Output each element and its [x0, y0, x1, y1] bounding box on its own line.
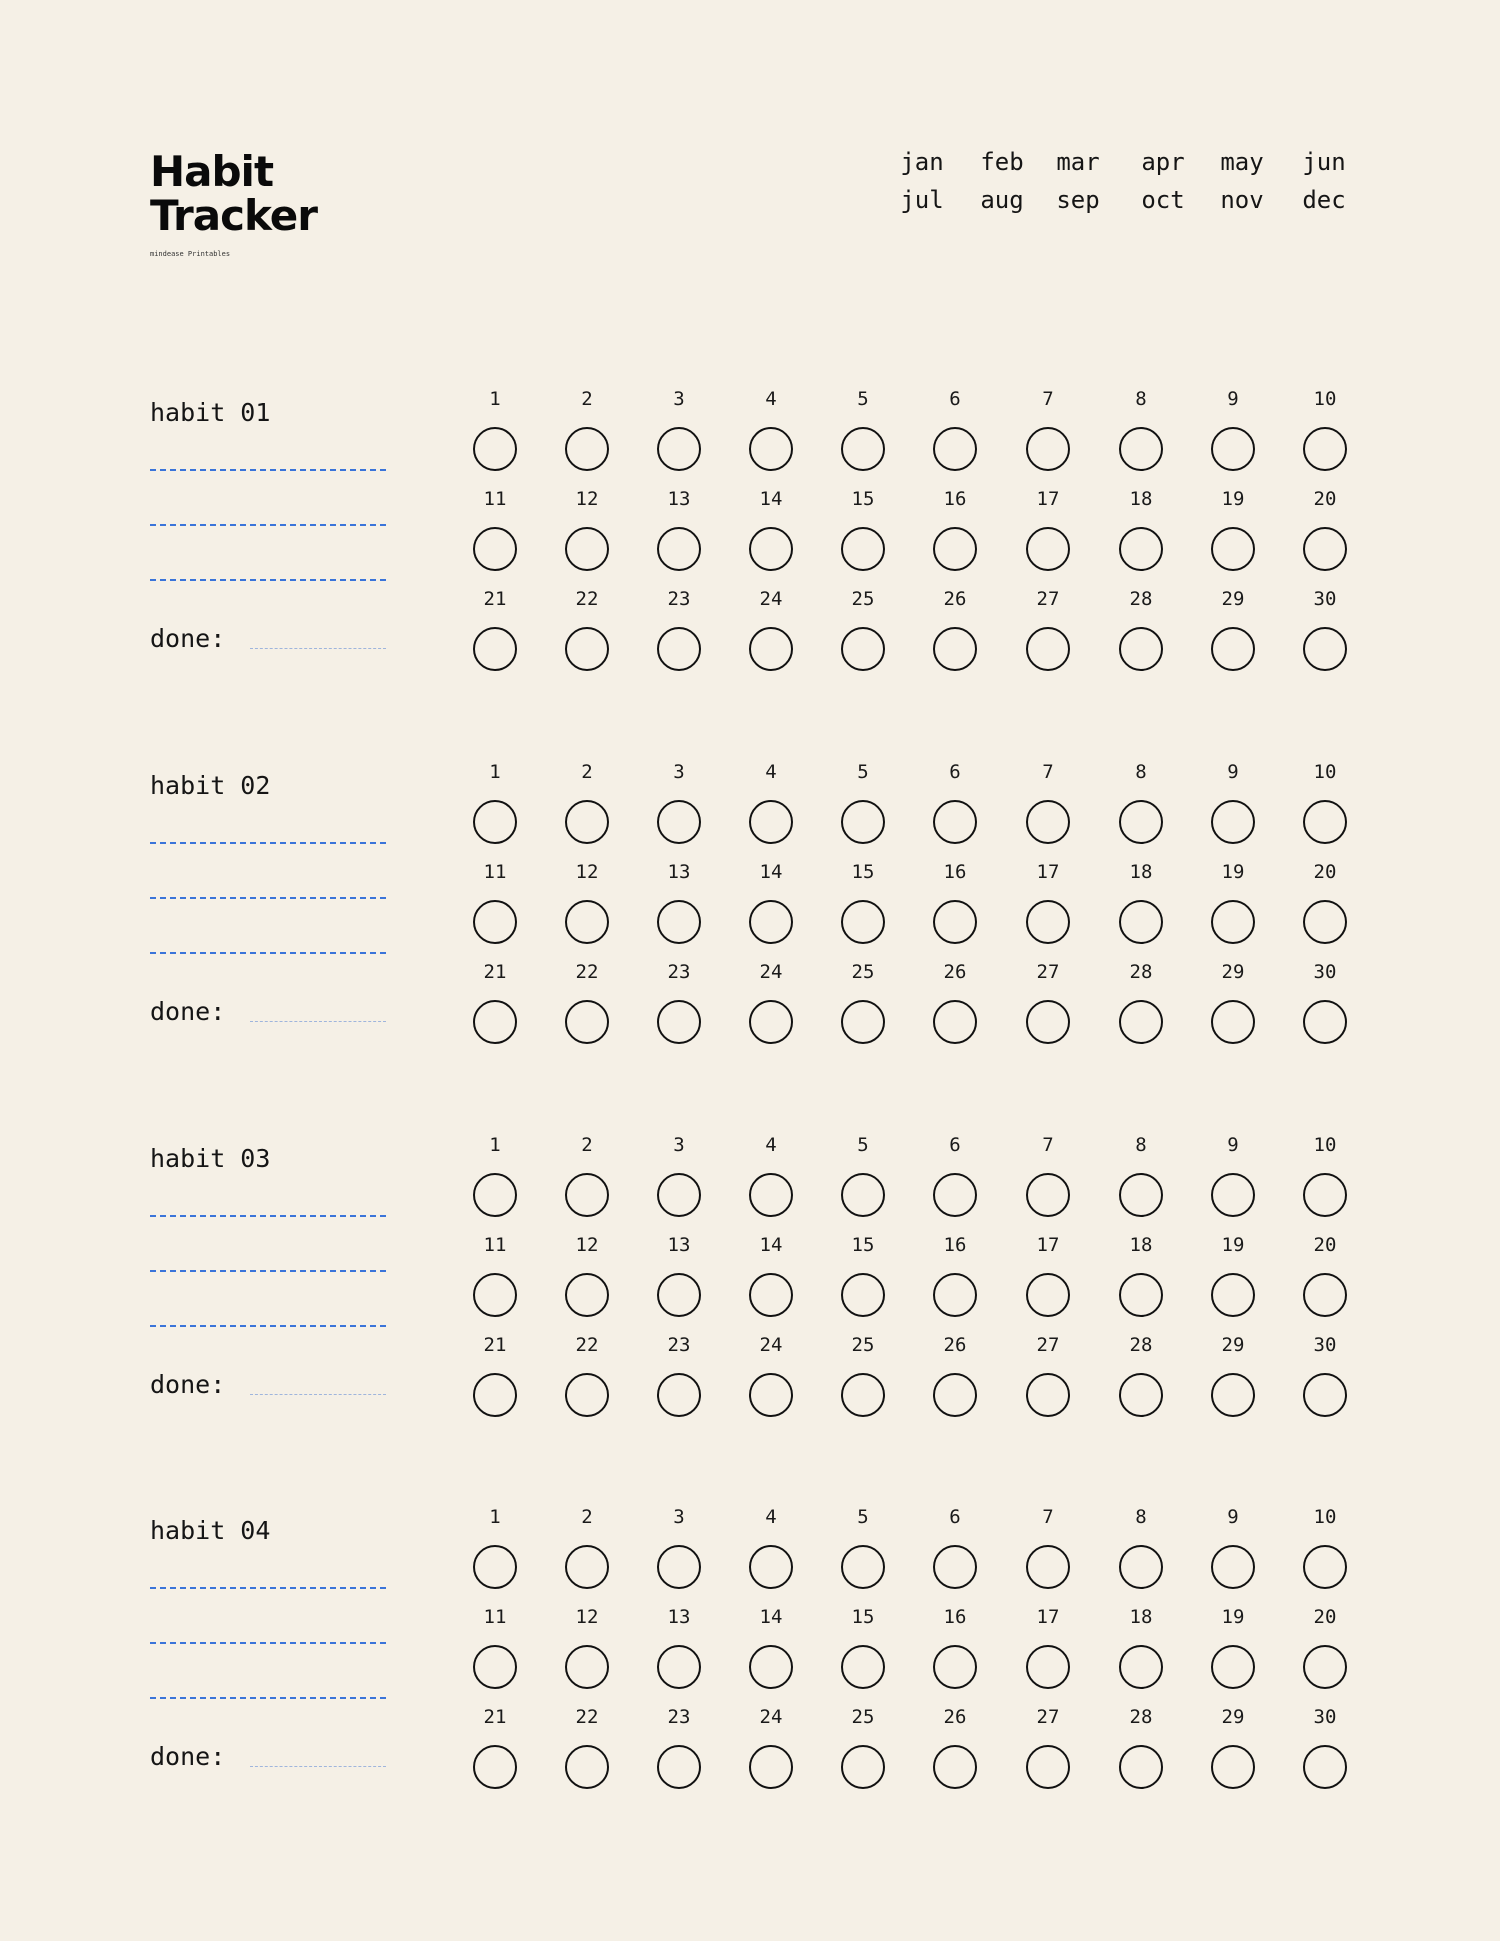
done-count-line[interactable] — [250, 648, 386, 649]
day-number: 6 — [949, 388, 961, 410]
day-number: 10 — [1313, 761, 1337, 783]
day-checkbox[interactable] — [1026, 900, 1070, 944]
day-checkbox[interactable] — [1211, 1000, 1255, 1044]
day-checkbox[interactable] — [565, 1545, 609, 1589]
day-checkbox[interactable] — [933, 1373, 977, 1417]
day-checkbox[interactable] — [1119, 527, 1163, 571]
day-number: 21 — [483, 1334, 507, 1356]
day-number: 16 — [943, 861, 967, 883]
day-number: 2 — [581, 761, 593, 783]
day-checkbox[interactable] — [1119, 427, 1163, 471]
month-option-sep[interactable]: sep — [1056, 186, 1100, 214]
day-number: 3 — [673, 388, 685, 410]
day-checkbox[interactable] — [565, 1273, 609, 1317]
day-number: 3 — [673, 761, 685, 783]
day-checkbox[interactable] — [1119, 900, 1163, 944]
day-checkbox[interactable] — [657, 1273, 701, 1317]
day-number: 19 — [1221, 1606, 1245, 1628]
day-number: 28 — [1129, 588, 1153, 610]
day-number: 17 — [1036, 488, 1060, 510]
day-number: 27 — [1036, 1334, 1060, 1356]
day-number: 11 — [483, 488, 507, 510]
day-number: 24 — [759, 961, 783, 983]
day-number: 12 — [575, 861, 599, 883]
habit-note-line[interactable] — [150, 524, 386, 526]
day-checkbox[interactable] — [841, 627, 885, 671]
day-checkbox[interactable] — [565, 627, 609, 671]
day-checkbox[interactable] — [1211, 1645, 1255, 1689]
day-number: 16 — [943, 1234, 967, 1256]
day-checkbox[interactable] — [1026, 1645, 1070, 1689]
day-checkbox[interactable] — [473, 900, 517, 944]
day-checkbox[interactable] — [841, 1545, 885, 1589]
day-checkbox[interactable] — [1211, 1273, 1255, 1317]
day-number: 16 — [943, 1606, 967, 1628]
day-checkbox[interactable] — [749, 900, 793, 944]
day-checkbox[interactable] — [749, 1273, 793, 1317]
day-number: 5 — [857, 1506, 869, 1528]
day-number: 6 — [949, 1134, 961, 1156]
day-number: 15 — [851, 1606, 875, 1628]
day-number: 27 — [1036, 961, 1060, 983]
day-number: 2 — [581, 388, 593, 410]
day-checkbox[interactable] — [565, 800, 609, 844]
day-checkbox[interactable] — [1303, 1373, 1347, 1417]
done-label: done: — [150, 1370, 226, 1399]
day-number: 9 — [1227, 1506, 1239, 1528]
month-option-apr[interactable]: apr — [1141, 148, 1185, 176]
day-checkbox[interactable] — [749, 1000, 793, 1044]
month-option-nov[interactable]: nov — [1220, 186, 1264, 214]
day-number: 20 — [1313, 488, 1337, 510]
day-checkbox[interactable] — [473, 527, 517, 571]
day-number: 30 — [1313, 1706, 1337, 1728]
day-number: 5 — [857, 761, 869, 783]
day-checkbox[interactable] — [1026, 1173, 1070, 1217]
day-checkbox[interactable] — [1119, 800, 1163, 844]
day-number: 10 — [1313, 388, 1337, 410]
day-number: 7 — [1042, 1134, 1054, 1156]
day-number: 25 — [851, 1334, 875, 1356]
day-number: 19 — [1221, 861, 1245, 883]
day-checkbox[interactable] — [1211, 1373, 1255, 1417]
day-number: 9 — [1227, 1134, 1239, 1156]
day-checkbox[interactable] — [1119, 1745, 1163, 1789]
day-number: 7 — [1042, 388, 1054, 410]
day-checkbox[interactable] — [749, 1645, 793, 1689]
day-number: 24 — [759, 588, 783, 610]
habit-name: habit 01 — [150, 398, 271, 427]
day-checkbox[interactable] — [749, 427, 793, 471]
day-number: 23 — [667, 961, 691, 983]
month-selector — [880, 148, 1360, 228]
day-checkbox[interactable] — [1211, 527, 1255, 571]
day-checkbox[interactable] — [1211, 900, 1255, 944]
day-checkbox[interactable] — [933, 1273, 977, 1317]
day-number: 30 — [1313, 588, 1337, 610]
day-checkbox[interactable] — [1026, 527, 1070, 571]
day-number: 13 — [667, 861, 691, 883]
day-number: 19 — [1221, 1234, 1245, 1256]
day-checkbox[interactable] — [1303, 1545, 1347, 1589]
habit-name: habit 02 — [150, 771, 271, 800]
day-checkbox[interactable] — [473, 1173, 517, 1217]
day-number: 20 — [1313, 1234, 1337, 1256]
month-option-jul[interactable]: jul — [900, 186, 944, 214]
day-number: 4 — [765, 761, 777, 783]
day-checkbox[interactable] — [657, 800, 701, 844]
day-checkbox[interactable] — [473, 1645, 517, 1689]
day-checkbox[interactable] — [473, 1273, 517, 1317]
day-checkbox[interactable] — [657, 1545, 701, 1589]
day-number: 10 — [1313, 1506, 1337, 1528]
day-checkbox[interactable] — [1211, 800, 1255, 844]
day-number: 5 — [857, 1134, 869, 1156]
day-number: 8 — [1135, 388, 1147, 410]
day-checkbox[interactable] — [1026, 427, 1070, 471]
day-checkbox[interactable] — [657, 627, 701, 671]
day-number: 25 — [851, 961, 875, 983]
day-checkbox[interactable] — [657, 900, 701, 944]
day-checkbox[interactable] — [933, 1745, 977, 1789]
day-number: 14 — [759, 861, 783, 883]
day-checkbox[interactable] — [749, 1545, 793, 1589]
day-checkbox[interactable] — [841, 800, 885, 844]
day-number: 30 — [1313, 961, 1337, 983]
day-checkbox[interactable] — [1211, 627, 1255, 671]
month-option-aug[interactable]: aug — [980, 186, 1024, 214]
day-number: 14 — [759, 1234, 783, 1256]
habit-note-line[interactable] — [150, 579, 386, 581]
habit-section — [0, 1134, 1500, 1464]
day-number: 28 — [1129, 1706, 1153, 1728]
month-option-oct[interactable]: oct — [1141, 186, 1185, 214]
day-number: 26 — [943, 1706, 967, 1728]
day-checkbox[interactable] — [1026, 800, 1070, 844]
day-number: 25 — [851, 1706, 875, 1728]
day-checkbox[interactable] — [841, 1173, 885, 1217]
day-number: 4 — [765, 1134, 777, 1156]
day-number: 15 — [851, 1234, 875, 1256]
day-number: 13 — [667, 488, 691, 510]
day-checkbox[interactable] — [565, 1745, 609, 1789]
day-number: 16 — [943, 488, 967, 510]
day-checkbox[interactable] — [1119, 627, 1163, 671]
day-checkbox[interactable] — [657, 1745, 701, 1789]
done-count-line[interactable] — [250, 1021, 386, 1022]
day-checkbox[interactable] — [841, 1373, 885, 1417]
day-checkbox[interactable] — [841, 527, 885, 571]
day-checkbox[interactable] — [657, 1173, 701, 1217]
day-checkbox[interactable] — [933, 900, 977, 944]
habit-note-line[interactable] — [150, 897, 386, 899]
day-number: 11 — [483, 861, 507, 883]
day-number: 21 — [483, 961, 507, 983]
day-number: 12 — [575, 1606, 599, 1628]
day-checkbox[interactable] — [657, 1373, 701, 1417]
day-checkbox[interactable] — [473, 1745, 517, 1789]
day-number: 2 — [581, 1506, 593, 1528]
day-checkbox[interactable] — [1026, 1745, 1070, 1789]
page-title — [150, 147, 317, 240]
habit-note-line[interactable] — [150, 1325, 386, 1327]
day-checkbox[interactable] — [1303, 1745, 1347, 1789]
day-checkbox[interactable] — [1303, 627, 1347, 671]
day-checkbox[interactable] — [1303, 1173, 1347, 1217]
day-number: 1 — [489, 1134, 501, 1156]
day-number: 3 — [673, 1134, 685, 1156]
day-checkbox[interactable] — [933, 527, 977, 571]
day-number: 17 — [1036, 1234, 1060, 1256]
day-number: 1 — [489, 1506, 501, 1528]
done-label: done: — [150, 624, 226, 653]
day-number: 15 — [851, 488, 875, 510]
day-checkbox[interactable] — [1303, 427, 1347, 471]
habit-name: habit 03 — [150, 1144, 271, 1173]
day-number: 21 — [483, 1706, 507, 1728]
day-number: 27 — [1036, 1706, 1060, 1728]
brand-caption: mindease Printables — [150, 250, 231, 258]
day-number: 25 — [851, 588, 875, 610]
day-checkbox[interactable] — [1119, 1273, 1163, 1317]
day-number: 10 — [1313, 1134, 1337, 1156]
day-number: 28 — [1129, 1334, 1153, 1356]
day-number: 12 — [575, 488, 599, 510]
day-checkbox[interactable] — [1303, 527, 1347, 571]
day-number: 23 — [667, 1706, 691, 1728]
day-number: 7 — [1042, 1506, 1054, 1528]
day-checkbox[interactable] — [749, 1373, 793, 1417]
day-number: 14 — [759, 488, 783, 510]
day-number: 29 — [1221, 961, 1245, 983]
day-number: 17 — [1036, 861, 1060, 883]
day-checkbox[interactable] — [1119, 1545, 1163, 1589]
day-checkbox[interactable] — [1026, 1373, 1070, 1417]
day-checkbox[interactable] — [657, 527, 701, 571]
day-checkbox[interactable] — [473, 627, 517, 671]
habit-note-line[interactable] — [150, 1587, 386, 1589]
day-number: 8 — [1135, 1506, 1147, 1528]
day-checkbox[interactable] — [473, 800, 517, 844]
day-checkbox[interactable] — [749, 1745, 793, 1789]
day-number: 4 — [765, 1506, 777, 1528]
day-checkbox[interactable] — [1303, 800, 1347, 844]
day-checkbox[interactable] — [657, 427, 701, 471]
title-line-1: Habit — [150, 147, 274, 196]
done-label: done: — [150, 997, 226, 1026]
day-checkbox[interactable] — [1119, 1645, 1163, 1689]
day-number: 22 — [575, 961, 599, 983]
month-option-jun[interactable]: jun — [1302, 148, 1346, 176]
day-checkbox[interactable] — [841, 427, 885, 471]
day-number: 15 — [851, 861, 875, 883]
day-number: 24 — [759, 1334, 783, 1356]
day-number: 30 — [1313, 1334, 1337, 1356]
day-checkbox[interactable] — [933, 1545, 977, 1589]
day-checkbox[interactable] — [565, 1373, 609, 1417]
habit-note-line[interactable] — [150, 1270, 386, 1272]
day-checkbox[interactable] — [933, 627, 977, 671]
day-checkbox[interactable] — [657, 1000, 701, 1044]
day-number: 13 — [667, 1234, 691, 1256]
day-checkbox[interactable] — [1119, 1000, 1163, 1044]
habit-note-line[interactable] — [150, 842, 386, 844]
day-number: 13 — [667, 1606, 691, 1628]
day-checkbox[interactable] — [749, 1173, 793, 1217]
month-option-dec[interactable]: dec — [1302, 186, 1346, 214]
day-number: 21 — [483, 588, 507, 610]
day-checkbox[interactable] — [565, 1645, 609, 1689]
day-number: 8 — [1135, 761, 1147, 783]
day-number: 8 — [1135, 1134, 1147, 1156]
day-checkbox[interactable] — [749, 627, 793, 671]
day-number: 18 — [1129, 1234, 1153, 1256]
day-checkbox[interactable] — [1026, 1545, 1070, 1589]
day-checkbox[interactable] — [749, 800, 793, 844]
day-number: 22 — [575, 588, 599, 610]
day-checkbox[interactable] — [1026, 1000, 1070, 1044]
day-number: 17 — [1036, 1606, 1060, 1628]
habit-note-line[interactable] — [150, 1215, 386, 1217]
day-number: 29 — [1221, 1334, 1245, 1356]
day-number: 9 — [1227, 388, 1239, 410]
day-checkbox[interactable] — [1211, 1173, 1255, 1217]
day-checkbox[interactable] — [565, 1000, 609, 1044]
day-number: 1 — [489, 388, 501, 410]
day-number: 28 — [1129, 961, 1153, 983]
day-checkbox[interactable] — [565, 427, 609, 471]
habit-note-line[interactable] — [150, 1642, 386, 1644]
month-option-jan[interactable]: jan — [900, 148, 944, 176]
day-checkbox[interactable] — [1303, 900, 1347, 944]
day-checkbox[interactable] — [933, 1173, 977, 1217]
done-count-line[interactable] — [250, 1766, 386, 1767]
day-number: 2 — [581, 1134, 593, 1156]
day-number: 23 — [667, 588, 691, 610]
day-checkbox[interactable] — [841, 1745, 885, 1789]
day-checkbox[interactable] — [1119, 1373, 1163, 1417]
day-number: 24 — [759, 1706, 783, 1728]
month-option-may[interactable]: may — [1220, 148, 1264, 176]
day-checkbox[interactable] — [473, 427, 517, 471]
day-checkbox[interactable] — [841, 1000, 885, 1044]
day-number: 26 — [943, 961, 967, 983]
day-number: 12 — [575, 1234, 599, 1256]
day-checkbox[interactable] — [473, 1000, 517, 1044]
day-checkbox[interactable] — [1026, 627, 1070, 671]
habit-section — [0, 1506, 1500, 1836]
day-number: 26 — [943, 1334, 967, 1356]
day-number: 14 — [759, 1606, 783, 1628]
day-number: 23 — [667, 1334, 691, 1356]
day-checkbox[interactable] — [933, 1645, 977, 1689]
day-number: 27 — [1036, 588, 1060, 610]
day-checkbox[interactable] — [933, 427, 977, 471]
day-number: 6 — [949, 761, 961, 783]
month-option-mar[interactable]: mar — [1056, 148, 1100, 176]
day-checkbox[interactable] — [565, 527, 609, 571]
day-checkbox[interactable] — [1026, 1273, 1070, 1317]
day-checkbox[interactable] — [1211, 427, 1255, 471]
day-number: 20 — [1313, 861, 1337, 883]
done-label: done: — [150, 1742, 226, 1771]
day-checkbox[interactable] — [1303, 1273, 1347, 1317]
day-number: 22 — [575, 1706, 599, 1728]
habit-name: habit 04 — [150, 1516, 271, 1545]
day-checkbox[interactable] — [565, 900, 609, 944]
day-number: 9 — [1227, 761, 1239, 783]
day-number: 6 — [949, 1506, 961, 1528]
day-number: 29 — [1221, 588, 1245, 610]
habit-section — [0, 388, 1500, 718]
day-checkbox[interactable] — [933, 800, 977, 844]
day-checkbox[interactable] — [841, 1645, 885, 1689]
day-checkbox[interactable] — [841, 900, 885, 944]
day-number: 3 — [673, 1506, 685, 1528]
day-checkbox[interactable] — [1303, 1000, 1347, 1044]
day-checkbox[interactable] — [657, 1645, 701, 1689]
day-number: 18 — [1129, 1606, 1153, 1628]
day-checkbox[interactable] — [749, 527, 793, 571]
day-checkbox[interactable] — [1119, 1173, 1163, 1217]
habit-section — [0, 761, 1500, 1091]
habit-note-line[interactable] — [150, 952, 386, 954]
day-checkbox[interactable] — [1211, 1745, 1255, 1789]
habit-note-line[interactable] — [150, 1697, 386, 1699]
done-count-line[interactable] — [250, 1394, 386, 1395]
day-checkbox[interactable] — [565, 1173, 609, 1217]
title-line-2: Tracker — [150, 191, 317, 240]
day-number: 7 — [1042, 761, 1054, 783]
day-checkbox[interactable] — [473, 1373, 517, 1417]
day-number: 1 — [489, 761, 501, 783]
day-number: 29 — [1221, 1706, 1245, 1728]
day-number: 18 — [1129, 488, 1153, 510]
day-number: 20 — [1313, 1606, 1337, 1628]
day-number: 5 — [857, 388, 869, 410]
day-number: 26 — [943, 588, 967, 610]
habit-note-line[interactable] — [150, 469, 386, 471]
day-number: 22 — [575, 1334, 599, 1356]
day-number: 18 — [1129, 861, 1153, 883]
day-number: 11 — [483, 1234, 507, 1256]
day-checkbox[interactable] — [1211, 1545, 1255, 1589]
day-checkbox[interactable] — [841, 1273, 885, 1317]
day-number: 11 — [483, 1606, 507, 1628]
day-number: 4 — [765, 388, 777, 410]
day-checkbox[interactable] — [1303, 1645, 1347, 1689]
day-number: 19 — [1221, 488, 1245, 510]
day-checkbox[interactable] — [473, 1545, 517, 1589]
day-checkbox[interactable] — [933, 1000, 977, 1044]
month-option-feb[interactable]: feb — [980, 148, 1024, 176]
